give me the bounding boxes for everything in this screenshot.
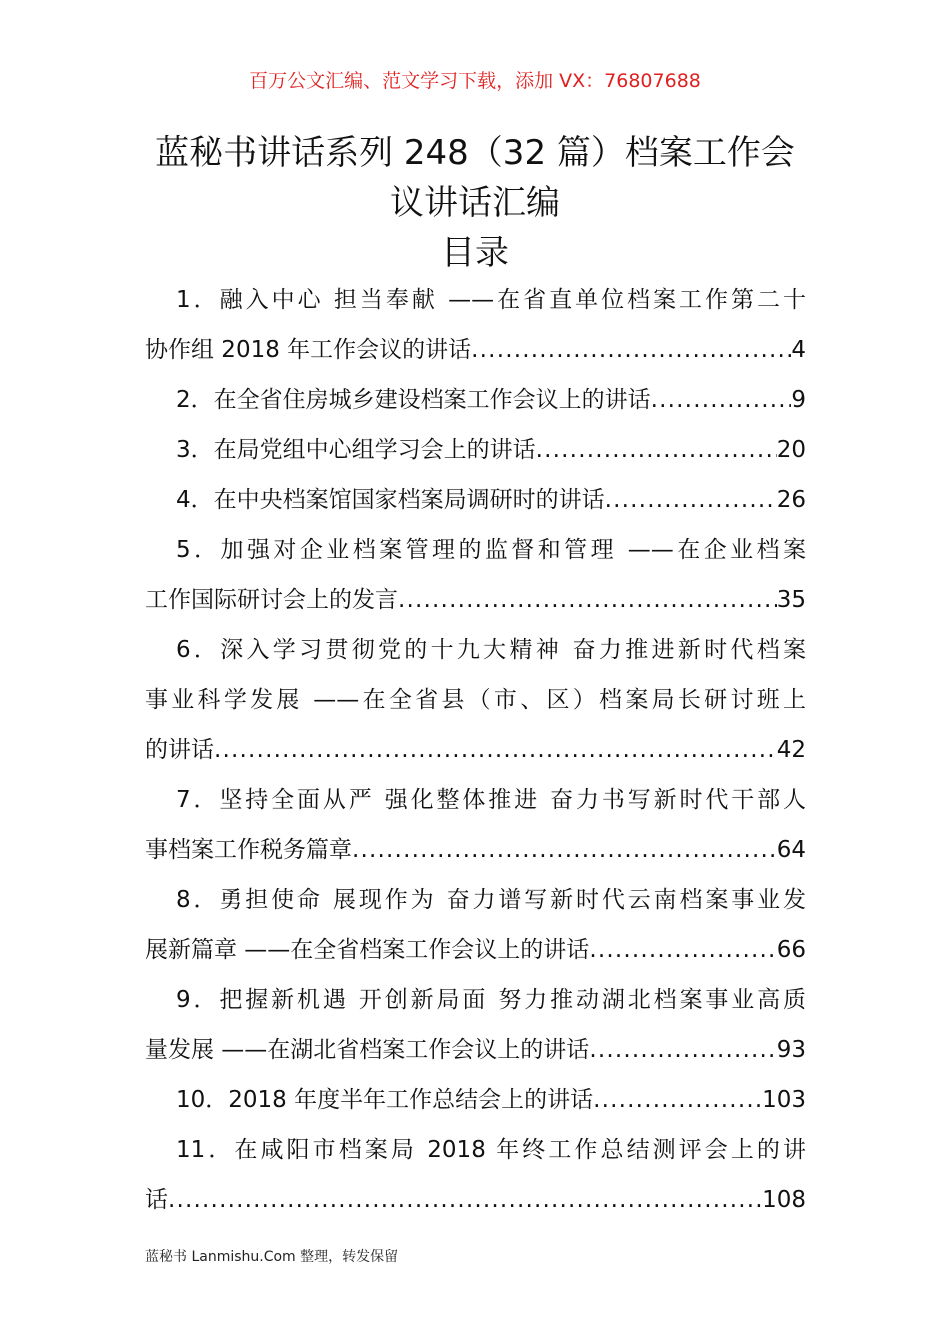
toc-entry-9-line-2[interactable]: 量发展 ——在湖北省档案工作会议上的讲话 ..... 93 <box>145 1025 806 1075</box>
leader-dots <box>471 325 791 375</box>
toc-entry-2[interactable]: 2．在全省住房城乡建设档案工作会议上的讲话 ..... 9 <box>145 375 806 425</box>
page-number: 35 <box>776 587 806 613</box>
toc-entry-4[interactable]: 4．在中央档案馆国家档案局调研时的讲话 ..... 26 <box>145 475 806 525</box>
page-number: 66 <box>776 937 806 963</box>
toc-entry-6-line-3[interactable]: 的讲话 ..... 42 <box>145 725 806 775</box>
page-number: 9 <box>791 387 806 413</box>
toc-entry-5-line-1[interactable]: 5．加强对企业档案管理的监督和管理 ——在企业档案 <box>176 537 806 563</box>
page-number: 64 <box>776 837 806 863</box>
leader-dots <box>589 925 776 975</box>
toc-entry-9-line-1[interactable]: 9．把握新机遇 开创新局面 努力推动湖北档案事业高质 <box>176 987 806 1013</box>
toc-entry-11-line-1[interactable]: 11．在咸阳市档案局 2018 年终工作总结测评会上的讲 <box>176 1137 806 1163</box>
leader-dots <box>352 825 777 875</box>
page-number: 4 <box>791 337 806 363</box>
leader-dots <box>589 1025 776 1075</box>
toc-entry-6-line-1[interactable]: 6．深入学习贯彻党的十九大精神 奋力推进新时代档案 <box>176 637 806 663</box>
page-number: 103 <box>762 1087 806 1113</box>
promo-banner: 百万公文汇编、范文学习下载，添加 VX：76807688 <box>249 70 701 92</box>
toc-entry-5-line-2[interactable]: 工作国际研讨会上的发言 ..... 35 <box>145 575 806 625</box>
toc-entry-1-line-2[interactable]: 协作组 2018 年工作会议的讲话 ..... 4 <box>145 325 806 375</box>
footer-note: 蓝秘书 Lanmishu.Com 整理，转发保留 <box>145 1249 399 1265</box>
page-number: 26 <box>776 487 806 513</box>
leader-dots <box>593 1075 762 1125</box>
document-title-line-1: 蓝秘书讲话系列 248（32 篇）档案工作会 <box>155 133 795 173</box>
leader-dots <box>398 575 777 625</box>
toc-entry-1-line-1[interactable]: 1．融入中心 担当奉献 ——在省直单位档案工作第二十 <box>176 287 806 313</box>
page-number: 93 <box>776 1037 806 1063</box>
toc-entry-6-line-2[interactable]: 事业科学发展 ——在全省县（市、区）档案局长研讨班上 <box>145 687 806 713</box>
toc-heading: 目录 <box>441 233 509 273</box>
toc-entry-8-line-2[interactable]: 展新篇章 ——在全省档案工作会议上的讲话 ..... 66 <box>145 925 806 975</box>
leader-dots <box>605 475 777 525</box>
page-number: 42 <box>776 737 806 763</box>
page-number: 108 <box>762 1187 806 1213</box>
toc-entry-8-line-1[interactable]: 8．勇担使命 展现作为 奋力谱写新时代云南档案事业发 <box>176 887 806 913</box>
leader-dots <box>651 375 792 425</box>
document-title-line-2: 议讲话汇编 <box>390 183 560 223</box>
toc-entry-10[interactable]: 10．2018 年度半年工作总结会上的讲话 ..... 103 <box>145 1075 806 1125</box>
toc-entry-11-line-2[interactable]: 话 ..... 108 <box>145 1175 806 1225</box>
toc-entry-7-line-2[interactable]: 事档案工作税务篇章 ..... 64 <box>145 825 806 875</box>
leader-dots <box>214 725 777 775</box>
leader-dots <box>168 1175 762 1225</box>
page-number: 20 <box>776 437 806 463</box>
toc-entry-3[interactable]: 3．在局党组中心组学习会上的讲话 ..... 20 <box>145 425 806 475</box>
leader-dots <box>536 425 777 475</box>
table-of-contents <box>145 275 806 1225</box>
toc-entry-7-line-1[interactable]: 7．坚持全面从严 强化整体推进 奋力书写新时代干部人 <box>176 787 806 813</box>
